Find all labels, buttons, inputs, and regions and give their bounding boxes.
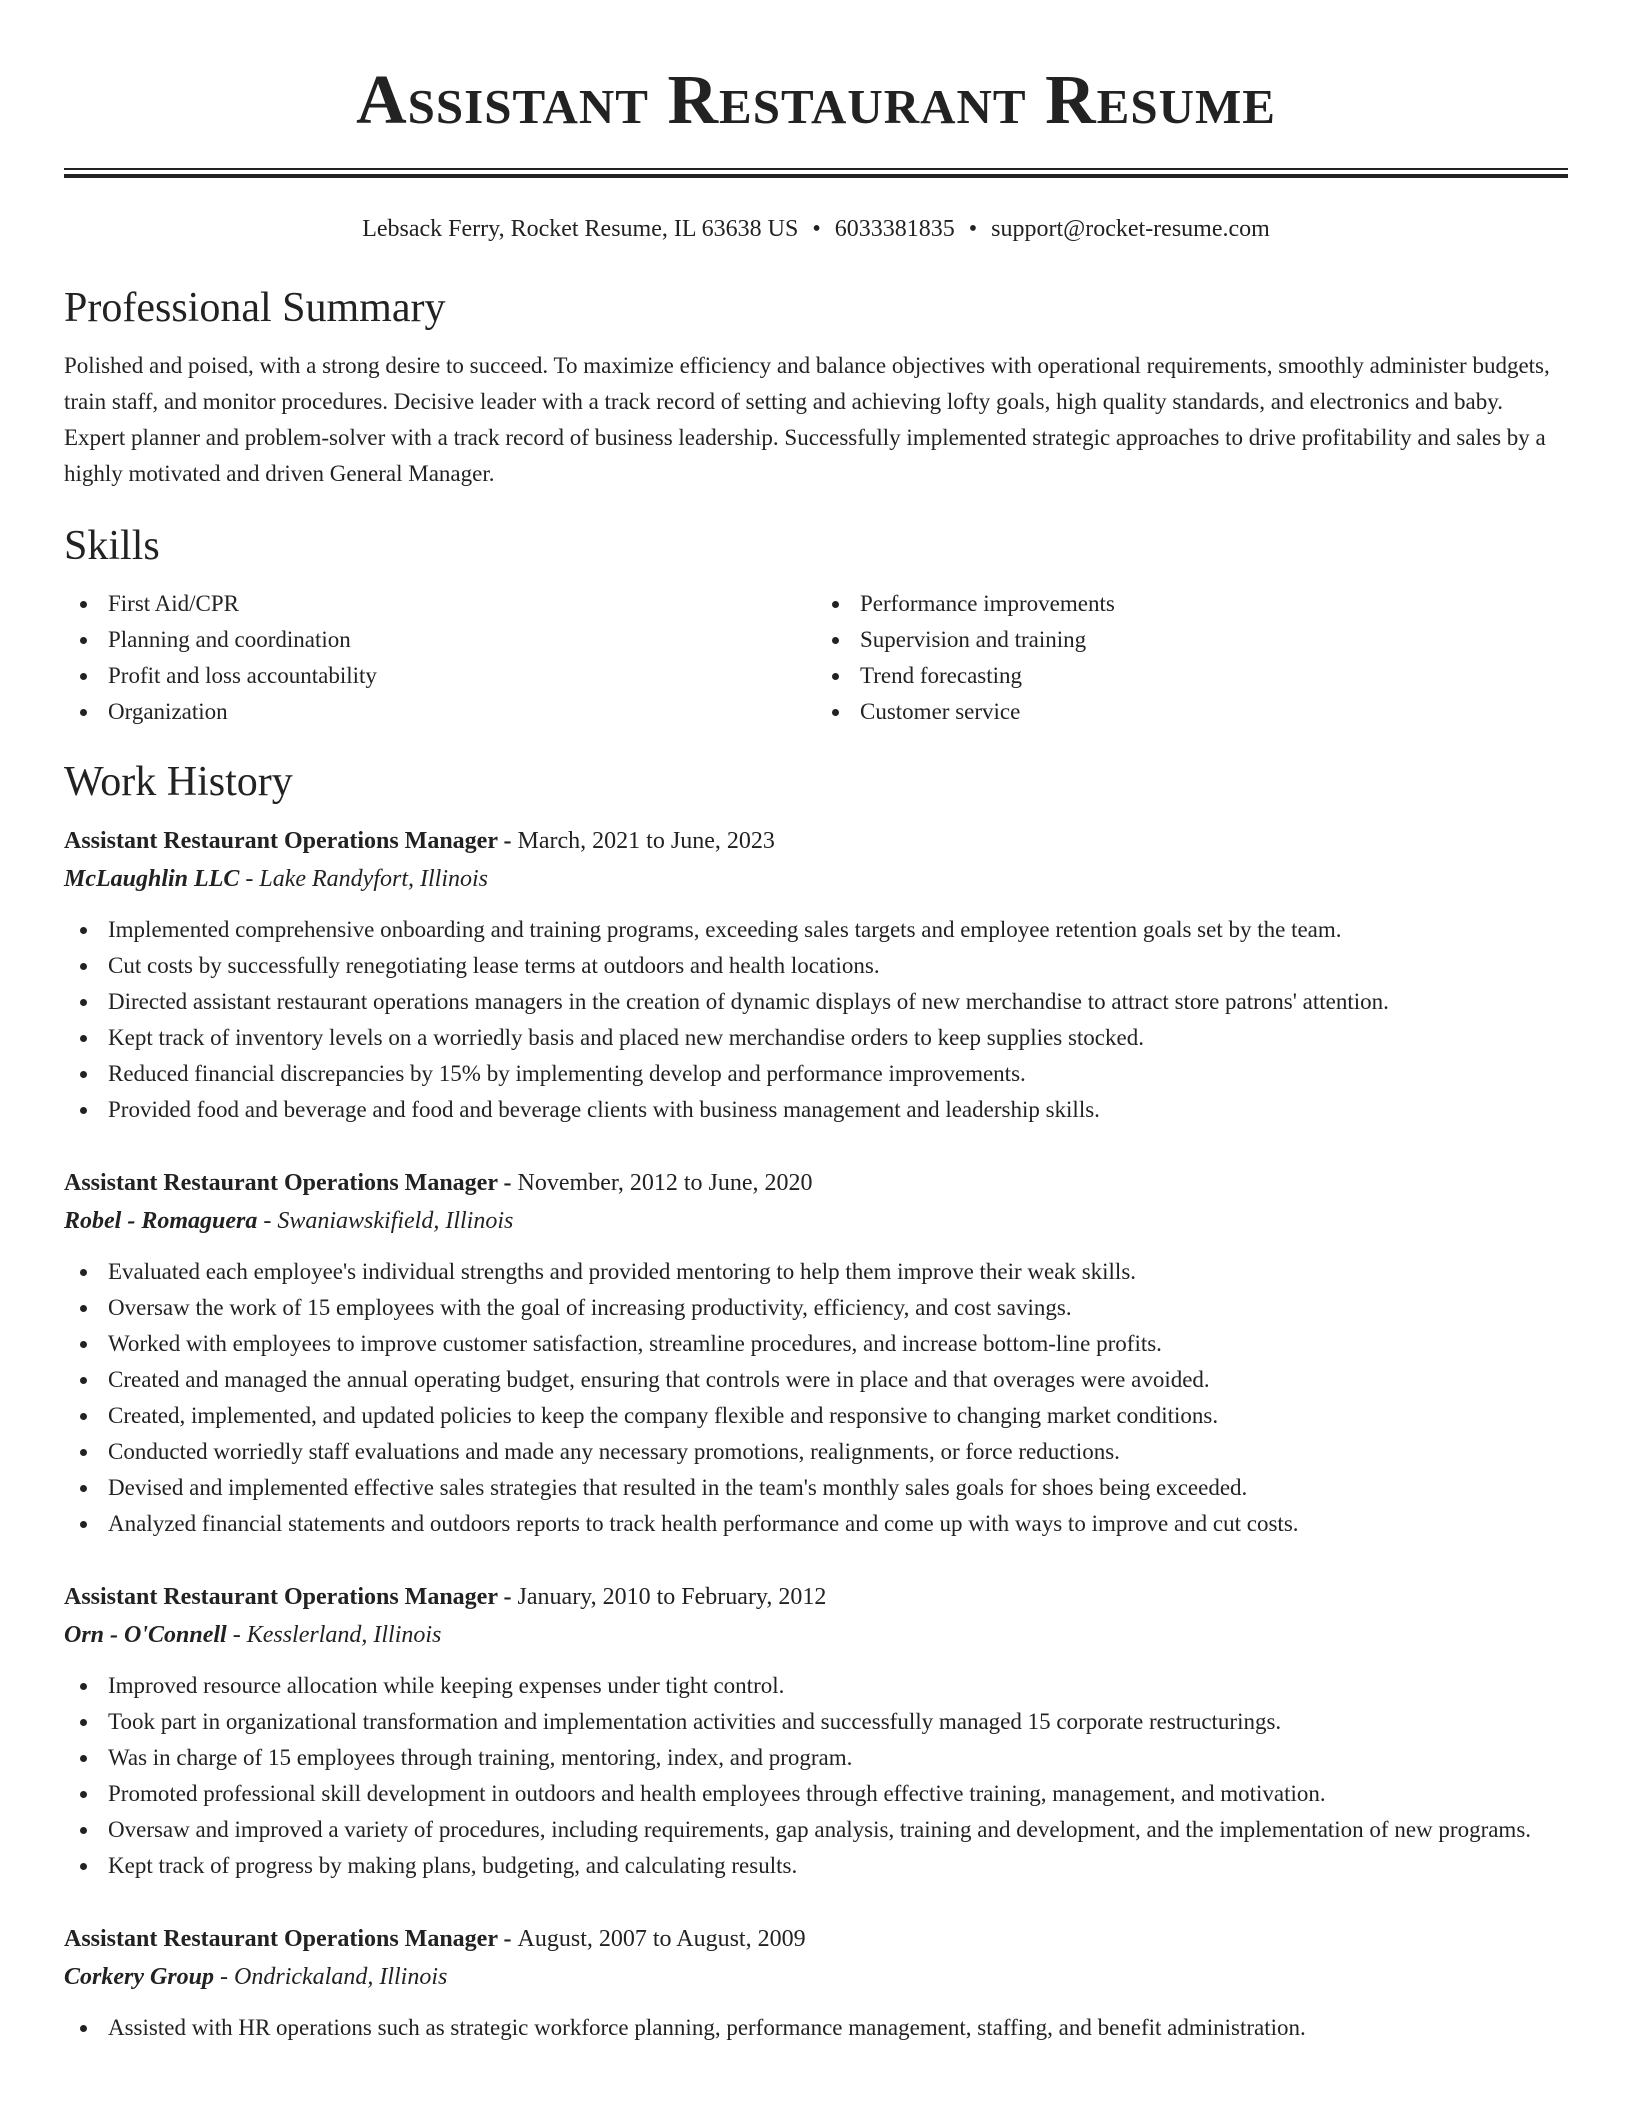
company-separator: - [226, 1622, 247, 1648]
duty-item: Worked with employees to improve customer satisfaction, streamline procedures, and increase bottom-line profits. [64, 1326, 1568, 1362]
company-location: Ondrickaland, Illinois [234, 1964, 448, 1990]
company-location: Kesslerland, Illinois [246, 1622, 442, 1648]
duty-item: Evaluated each employee's individual strengths and provided mentoring to help them improve their weak skills. [64, 1254, 1568, 1290]
job-dates: August, 2007 to August, 2009 [517, 1926, 806, 1952]
job-separator: - [497, 1170, 518, 1196]
duty-item: Cut costs by successfully renegotiating lease terms at outdoors and health locations. [64, 948, 1568, 984]
job-title: Assistant Restaurant Operations Manager [64, 1584, 498, 1610]
job-entry [64, 1164, 1568, 1542]
company-location: Lake Randyfort, Illinois [259, 866, 489, 892]
contact-separator: • [812, 216, 821, 242]
duty-item: Created, implemented, and updated policies to keep the company flexible and responsive to changing market conditions. [64, 1398, 1568, 1434]
resume-title: Assistant Restaurant Resume [356, 62, 1276, 139]
job-separator: - [497, 1926, 518, 1952]
duty-item: Improved resource allocation while keeping expenses under tight control. [64, 1668, 1568, 1704]
skill-item: Customer service [816, 694, 1568, 730]
duty-item: Promoted professional skill development in outdoors and health employees through effective training, management, and motivation. [64, 1776, 1568, 1812]
job-separator: - [497, 1584, 518, 1610]
job-duties [64, 912, 1568, 1128]
duty-item: Oversaw the work of 15 employees with the goal of increasing productivity, efficiency, and cost savings. [64, 1290, 1568, 1326]
duty-item: Implemented comprehensive onboarding and training programs, exceeding sales targets and employee retention goals set by the team. [64, 912, 1568, 948]
job-entry [64, 822, 1568, 1128]
duty-item: Provided food and beverage and food and beverage clients with business management and leadership skills. [64, 1092, 1568, 1128]
duty-item: Reduced financial discrepancies by 15% by implementing develop and performance improvements. [64, 1056, 1568, 1092]
duty-item: Kept track of inventory levels on a worriedly basis and placed new merchandise orders to keep supplies stocked. [64, 1020, 1568, 1056]
company-name: McLaughlin LLC [64, 866, 240, 892]
skill-item: Trend forecasting [816, 658, 1568, 694]
title-double-rule [64, 168, 1568, 178]
duty-item: Oversaw and improved a variety of procedures, including requirements, gap analysis, training and development, and the implementation of new programs. [64, 1812, 1568, 1848]
company-line [64, 1616, 1568, 1654]
company-line [64, 860, 1568, 898]
skill-item: First Aid/CPR [64, 586, 816, 622]
contact-email: support@rocket-resume.com [991, 216, 1270, 242]
skill-item: Profit and loss accountability [64, 658, 816, 694]
job-entry [64, 1920, 1568, 2046]
job-title: Assistant Restaurant Operations Manager [64, 1170, 498, 1196]
skill-item: Planning and coordination [64, 622, 816, 658]
skill-item: Organization [64, 694, 816, 730]
job-title: Assistant Restaurant Operations Manager [64, 828, 498, 854]
duty-item: Conducted worriedly staff evaluations and made any necessary promotions, realignments, or force reductions. [64, 1434, 1568, 1470]
company-line [64, 1958, 1568, 1996]
contact-address: Lebsack Ferry, Rocket Resume, IL 63638 US [362, 216, 799, 242]
job-header [64, 1920, 1568, 1958]
job-dates: March, 2021 to June, 2023 [517, 828, 775, 854]
duty-item: Was in charge of 15 employees through training, mentoring, index, and program. [64, 1740, 1568, 1776]
job-dates: January, 2010 to February, 2012 [517, 1584, 827, 1610]
job-duties [64, 1668, 1568, 1884]
duty-item: Took part in organizational transformation and implementation activities and successfully managed 15 corporate restructurings. [64, 1704, 1568, 1740]
work-history-heading: Work History [64, 759, 293, 805]
job-duties [64, 2010, 1568, 2046]
company-separator: - [214, 1964, 235, 1990]
contact-separator: • [968, 216, 978, 242]
skills-column-right [816, 586, 1568, 730]
professional-summary-text: Polished and poised, with a strong desire to succeed. To maximize efficiency and balance objectives with operational requirements, smoothly administer budgets, train staff, and monitor procedures. Decisive leader with a track record of setting and achieving lofty goals, high quality standards, and electronics and baby. Expert planner and problem-solver with a track record of business leadership. Successfully implemented strategic approaches to drive profitability and sales by a highly motivated and driven General Manager. [64, 353, 1550, 486]
job-separator: - [497, 828, 518, 854]
company-location: Swaniawskifield, Illinois [277, 1208, 514, 1234]
duty-item: Assisted with HR operations such as strategic workforce planning, performance management, staffing, and benefit administration. [64, 2010, 1568, 2046]
company-name: Robel - Romaguera [64, 1208, 258, 1234]
company-separator: - [239, 866, 260, 892]
job-duties [64, 1254, 1568, 1542]
job-entry [64, 1578, 1568, 1884]
duty-item: Devised and implemented effective sales strategies that resulted in the team's monthly sales goals for shoes being exceeded. [64, 1470, 1568, 1506]
skill-item: Performance improvements [816, 586, 1568, 622]
company-name: Corkery Group [64, 1964, 215, 1990]
job-header [64, 1578, 1568, 1616]
contact-line [64, 214, 1568, 244]
company-name: Orn - O'Connell [64, 1622, 227, 1648]
professional-summary-heading: Professional Summary [64, 285, 446, 331]
job-dates: November, 2012 to June, 2020 [517, 1170, 813, 1196]
duty-item: Directed assistant restaurant operations managers in the creation of dynamic displays of new merchandise to attract store patrons' attention. [64, 984, 1568, 1020]
duty-item: Kept track of progress by making plans, budgeting, and calculating results. [64, 1848, 1568, 1884]
job-title: Assistant Restaurant Operations Manager [64, 1926, 498, 1952]
company-line [64, 1202, 1568, 1240]
company-separator: - [257, 1208, 278, 1234]
skills-column-left [64, 586, 816, 730]
duty-item: Created and managed the annual operating budget, ensuring that controls were in place and that overages were avoided. [64, 1362, 1568, 1398]
skills-list [64, 586, 1568, 730]
job-header [64, 822, 1568, 860]
skill-item: Supervision and training [816, 622, 1568, 658]
contact-phone: 6033381835 [834, 216, 955, 242]
job-header [64, 1164, 1568, 1202]
duty-item: Analyzed financial statements and outdoors reports to track health performance and come up with ways to improve and cut costs. [64, 1506, 1568, 1542]
skills-heading: Skills [64, 523, 160, 569]
